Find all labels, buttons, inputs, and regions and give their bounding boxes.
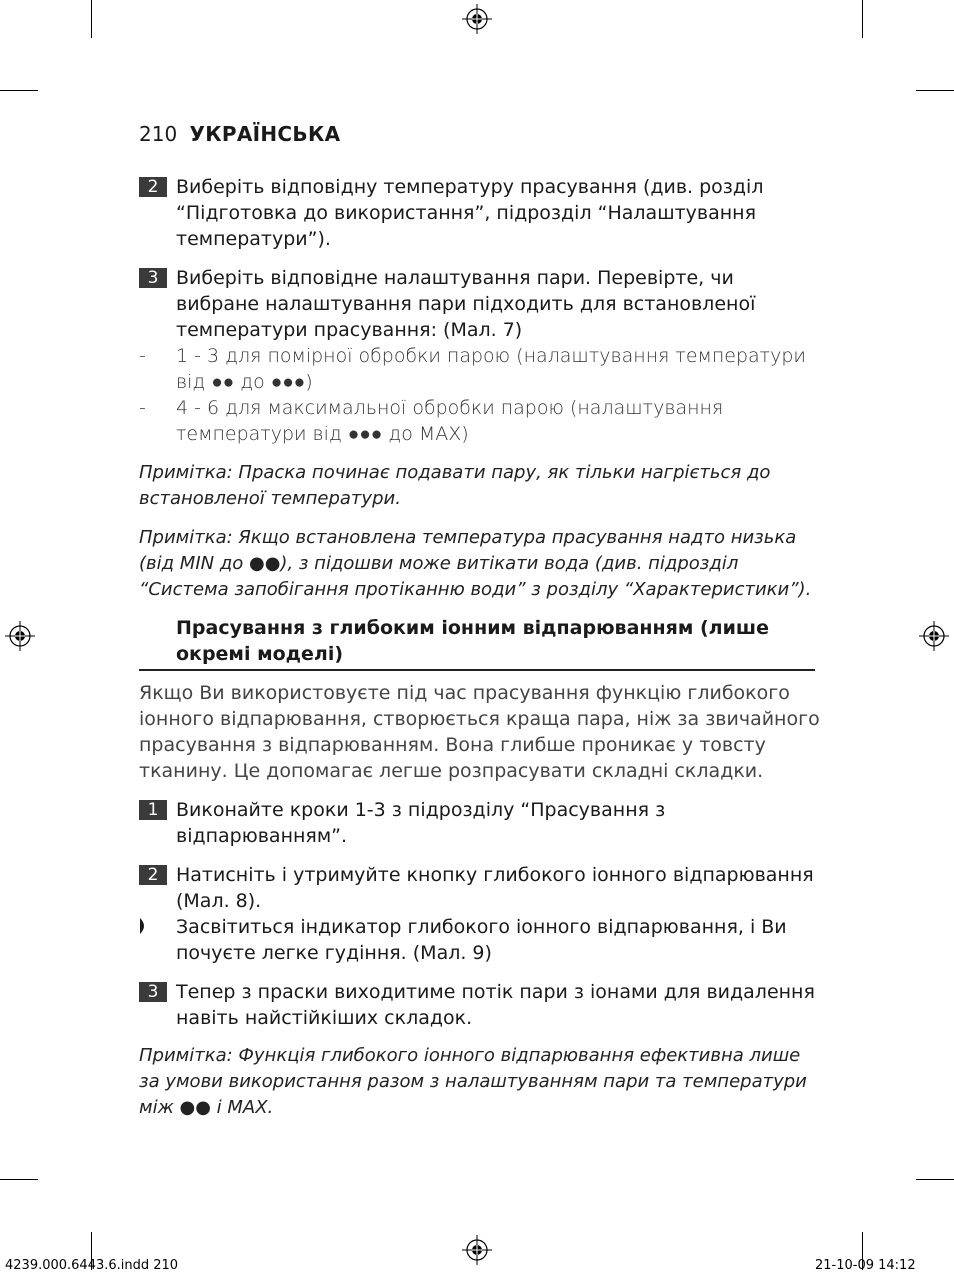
language-title: УКРАЇНСЬКА bbox=[189, 122, 341, 146]
crop-mark bbox=[0, 90, 38, 91]
step-text: Натисніть і утримуйте кнопку глибокого іонного відпарювання (Мал. 8). bbox=[176, 864, 814, 912]
step-item bbox=[139, 265, 815, 343]
step-text: Виберіть відповідну температуру прасування (див. розділ “Підготовка до використання”, підрозділ “Налаштування температури”). bbox=[176, 176, 764, 250]
page-header bbox=[139, 119, 340, 149]
list-item-text: 4 - 6 для максимальної обробки парою (налаштування температури від ●●● до MAX) bbox=[176, 397, 724, 445]
result-text: Засвітиться індикатор глибокого іонного відпарювання, і Ви почуєте легке гудіння. (Мал. 9) bbox=[176, 916, 787, 964]
footer-file: 4239.000.6443.6.indd 210 bbox=[5, 1258, 179, 1273]
note: Примітка: Якщо встановлена температура прасування надто низька (від MIN до ●●), з підошви може витікати вода (див. підрозділ “Система запобігання протіканню води” з розділу “Характеристики”). bbox=[139, 527, 812, 600]
list-item-text: 1 - 3 для помірної обробки парою (налаштування температури від ●● до ●●●) bbox=[176, 345, 806, 393]
crop-mark bbox=[0, 1179, 38, 1180]
intro-paragraph: Якщо Ви використовуєте під час прасування функцію глибокого іонного відпарювання, створюється краща пара, ніж за звичайного прасування з відпарюванням. Вона глибше проникає у товсту тканину. Це допомагає легше розпрасувати складні складки. bbox=[139, 682, 820, 782]
heading-rule bbox=[139, 669, 815, 671]
list-item bbox=[139, 343, 815, 395]
step-number-badge: 1 bbox=[139, 800, 167, 820]
note: Примітка: Праска починає подавати пару, як тільки нагріється до встановленої температури. bbox=[139, 462, 771, 509]
crop-mark bbox=[916, 90, 954, 91]
step-text: Виберіть відповідне налаштування пари. Перевірте, чи вибране налаштування пари підходить для встановленої температури прасування: (Мал. 7) bbox=[176, 267, 756, 341]
footer-datetime: 21-10-09 14:12 bbox=[815, 1258, 916, 1273]
page-number: 210 bbox=[139, 122, 178, 146]
crop-mark bbox=[91, 0, 92, 38]
list-item bbox=[139, 395, 815, 447]
step-text: Тепер з праски виходитиме потік пари з іонами для видалення навіть найстійкіших складок. bbox=[176, 981, 815, 1029]
result-arrow-icon bbox=[139, 917, 149, 935]
step-number-badge: 2 bbox=[139, 177, 167, 197]
registration-mark-icon bbox=[462, 4, 492, 34]
step-number-badge: 2 bbox=[139, 865, 167, 885]
dash-marker: - bbox=[139, 397, 146, 419]
registration-mark-icon bbox=[5, 621, 35, 651]
step-item bbox=[139, 174, 815, 252]
step-item bbox=[139, 979, 815, 1031]
note: Примітка: Функція глибокого іонного відпарювання ефективна лише за умови використання разом з налаштуванням пари та температури між ●● і MAX. bbox=[139, 1045, 807, 1118]
step-text: Виконайте кроки 1-3 з підрозділу “Прасування з відпарюванням”. bbox=[176, 799, 666, 847]
dash-marker: - bbox=[139, 345, 146, 367]
crop-mark bbox=[916, 1179, 954, 1180]
section-heading: Прасування з глибоким іонним відпарюванням (лише окремі моделі) bbox=[176, 617, 769, 665]
registration-mark-icon bbox=[462, 1235, 492, 1265]
step-item bbox=[139, 862, 815, 914]
registration-mark-icon bbox=[919, 621, 949, 651]
crop-mark bbox=[862, 0, 863, 38]
step-item bbox=[139, 797, 815, 849]
step-number-badge: 3 bbox=[139, 982, 167, 1002]
step-number-badge: 3 bbox=[139, 268, 167, 288]
result-item bbox=[139, 914, 815, 966]
